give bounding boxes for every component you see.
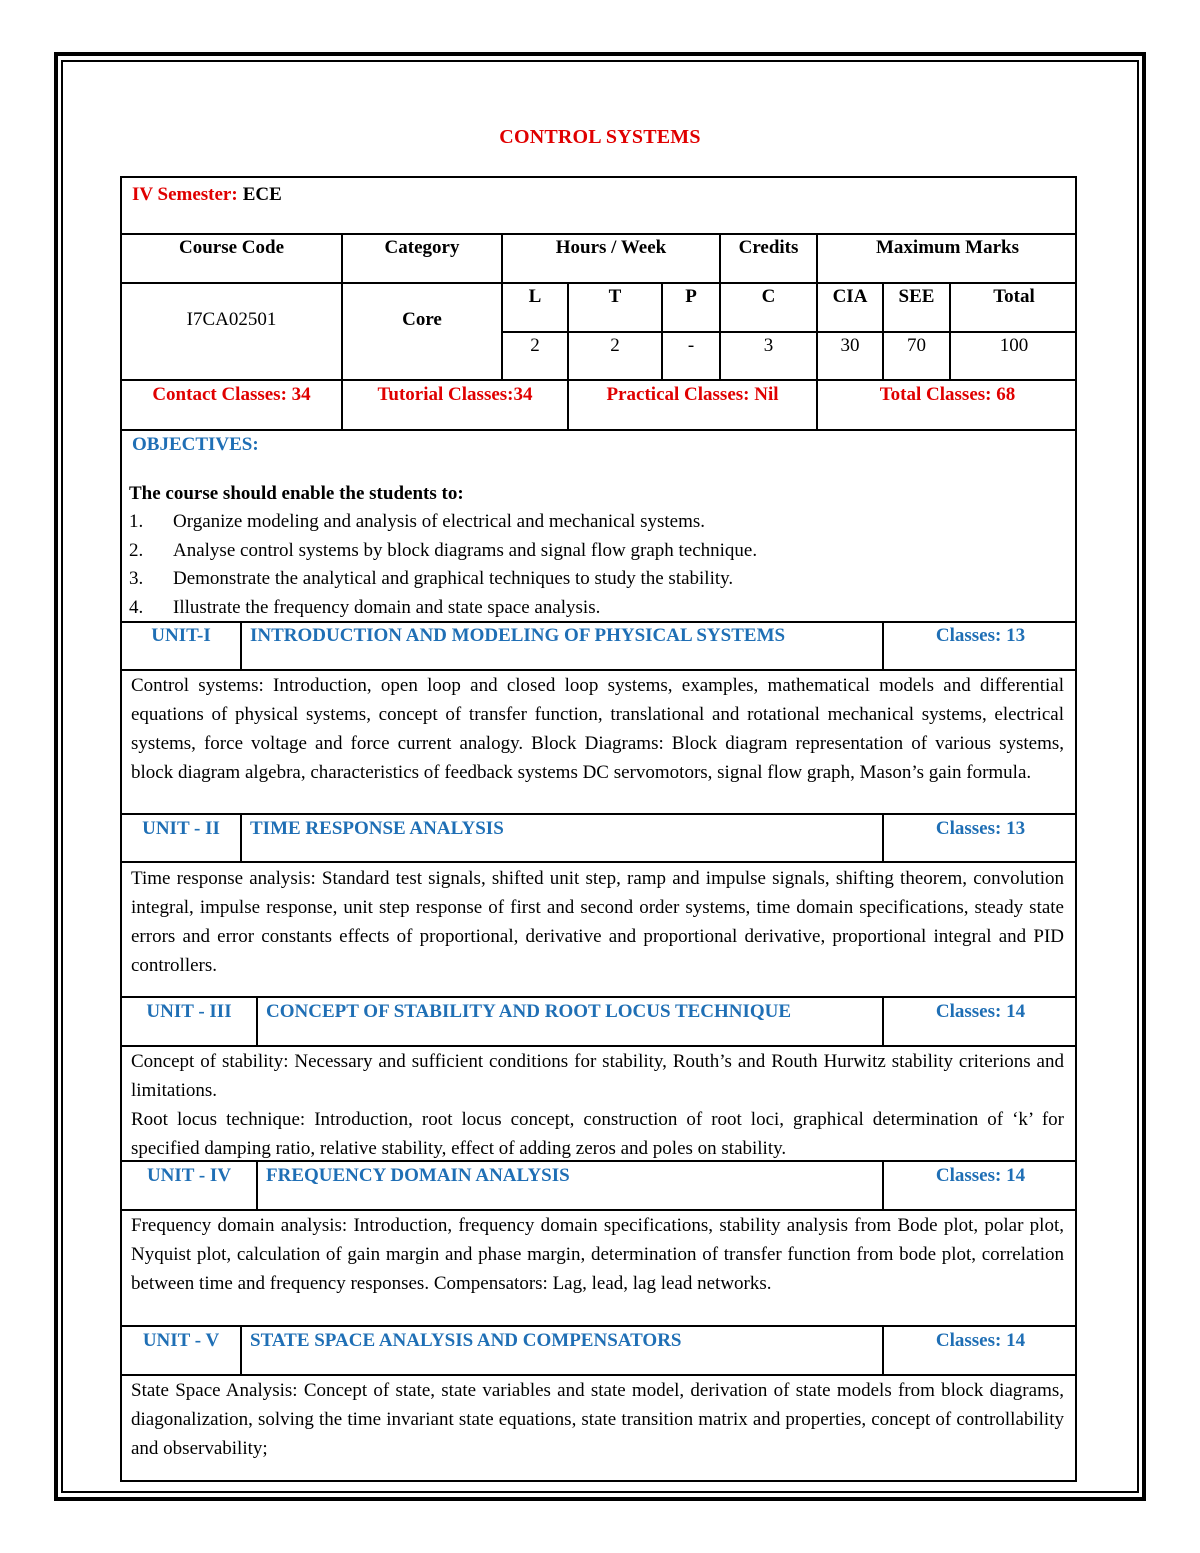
unit-2-label: UNIT - II (142, 818, 220, 839)
value-see: 70 (907, 335, 926, 356)
unit-1-content (131, 671, 1064, 787)
practical-classes: Practical Classes: Nil (606, 384, 779, 405)
unit-5-content (131, 1376, 1064, 1463)
unit-5-label: UNIT - V (142, 1330, 220, 1351)
header-course-code: Course Code (178, 237, 285, 258)
header-maximum-marks: Maximum Marks (875, 237, 1019, 258)
semester-value: ECE (242, 184, 282, 205)
unit-1-paragraph: Control systems: Introduction, open loop and closed loop systems, examples, mathematical models and differential equations of physical systems, concept of transfer function, translational and rotational mechanical systems, electrical systems, force voltage and force current analogy. Block Diagrams: Block diagram representation of various systems, block diagram algebra, characteristics of feedback systems DC servomotors, signal flow graph, Mason’s gain formula. (131, 675, 1064, 783)
total-classes: Total Classes: 68 (879, 384, 1016, 405)
objectives-list (129, 508, 1059, 622)
unit-4-label: UNIT - IV (146, 1165, 232, 1186)
value-total: 100 (999, 335, 1029, 356)
unit-4-classes: Classes: 14 (935, 1165, 1026, 1186)
unit-4-content (131, 1211, 1064, 1298)
unit-2-content (131, 864, 1064, 980)
subheader-total: Total (993, 286, 1035, 307)
subheader-l: L (528, 286, 542, 307)
unit-3-content (131, 1047, 1064, 1163)
semester-label: IV Semester: (132, 184, 238, 205)
category-value: Core (402, 309, 442, 330)
document-title: CONTROL SYSTEMS (499, 126, 701, 148)
unit-3-title: CONCEPT OF STABILITY AND ROOT LOCUS TECHNIQUE (266, 1001, 792, 1022)
objective-item: 3. Demonstrate the analytical and graphical techniques to study the stability. (129, 568, 734, 589)
value-l: 2 (530, 335, 540, 356)
tutorial-classes: Tutorial Classes:34 (377, 384, 533, 405)
objective-item: 1. Organize modeling and analysis of electrical and mechanical systems. (129, 511, 705, 532)
unit-2-classes: Classes: 13 (935, 818, 1026, 839)
unit-2-paragraph: Time response analysis: Standard test signals, shifted unit step, ramp and impulse signals, shifting theorem, convolution integral, impulse response, unit step response of first and second order systems, time domain specifications, steady state errors and error constants effects of proportional, derivative and proportional derivative, proportional integral and PID controllers. (131, 868, 1064, 976)
unit-5-paragraph: State Space Analysis: Concept of state, state variables and state model, derivation of state models from block diagrams, diagonalization, solving the time invariant state equations, state transition matrix and properties, concept of controllability and observability; (131, 1380, 1064, 1459)
objective-item: 2. Analyse control systems by block diagrams and signal flow graph technique. (129, 539, 758, 561)
objective-item: 4. Illustrate the frequency domain and state space analysis. (129, 596, 601, 618)
subheader-see: SEE (898, 286, 935, 307)
subheader-t: T (608, 286, 622, 307)
value-cia: 30 (840, 335, 860, 356)
subheader-cia: CIA (832, 286, 868, 307)
objectives-heading: OBJECTIVES: (132, 434, 259, 455)
unit-5-classes: Classes: 14 (935, 1330, 1026, 1351)
value-c: 3 (763, 335, 774, 356)
semester-line (132, 182, 732, 210)
unit-5-title: STATE SPACE ANALYSIS AND COMPENSATORS (250, 1330, 682, 1351)
unit-1-title: INTRODUCTION AND MODELING OF PHYSICAL SYSTEMS (250, 625, 786, 646)
unit-3-label: UNIT - III (146, 1001, 232, 1022)
subheader-p: P (685, 286, 697, 307)
unit-3-paragraph: Concept of stability: Necessary and sufficient conditions for stability, Routh’s and Routh Hurwitz stability criterions and limitations. (131, 1051, 1064, 1101)
value-t: 2 (610, 335, 620, 356)
unit-4-title: FREQUENCY DOMAIN ANALYSIS (266, 1165, 570, 1186)
value-p: - (687, 335, 695, 356)
unit-1-label: UNIT-I (151, 625, 211, 646)
header-category: Category (384, 237, 460, 258)
course-code-value: I7CA02501 (186, 309, 277, 330)
objectives-intro: The course should enable the students to: (129, 483, 464, 504)
unit-4-paragraph: Frequency domain analysis: Introduction, frequency domain specifications, stability analysis from Bode plot, polar plot, Nyquist plot, calculation of gain margin and phase margin, determination of transfer function from bode plot, correlation between time and frequency responses. Compensators: Lag, lead, lag lead networks. (131, 1215, 1064, 1294)
unit-1-classes: Classes: 13 (935, 625, 1026, 646)
unit-2-title: TIME RESPONSE ANALYSIS (250, 818, 504, 839)
header-hours-week: Hours / Week (555, 237, 667, 258)
unit-3-paragraph: Root locus technique: Introduction, root locus concept, construction of root loci, graphical determination of ‘k’ for specified damping ratio, relative stability, effect of adding zeros and poles on stability. (131, 1109, 1064, 1159)
header-credits: Credits (738, 237, 799, 258)
unit-3-classes: Classes: 14 (935, 1001, 1026, 1022)
subheader-c: C (761, 286, 776, 307)
contact-classes: Contact Classes: 34 (152, 384, 311, 405)
